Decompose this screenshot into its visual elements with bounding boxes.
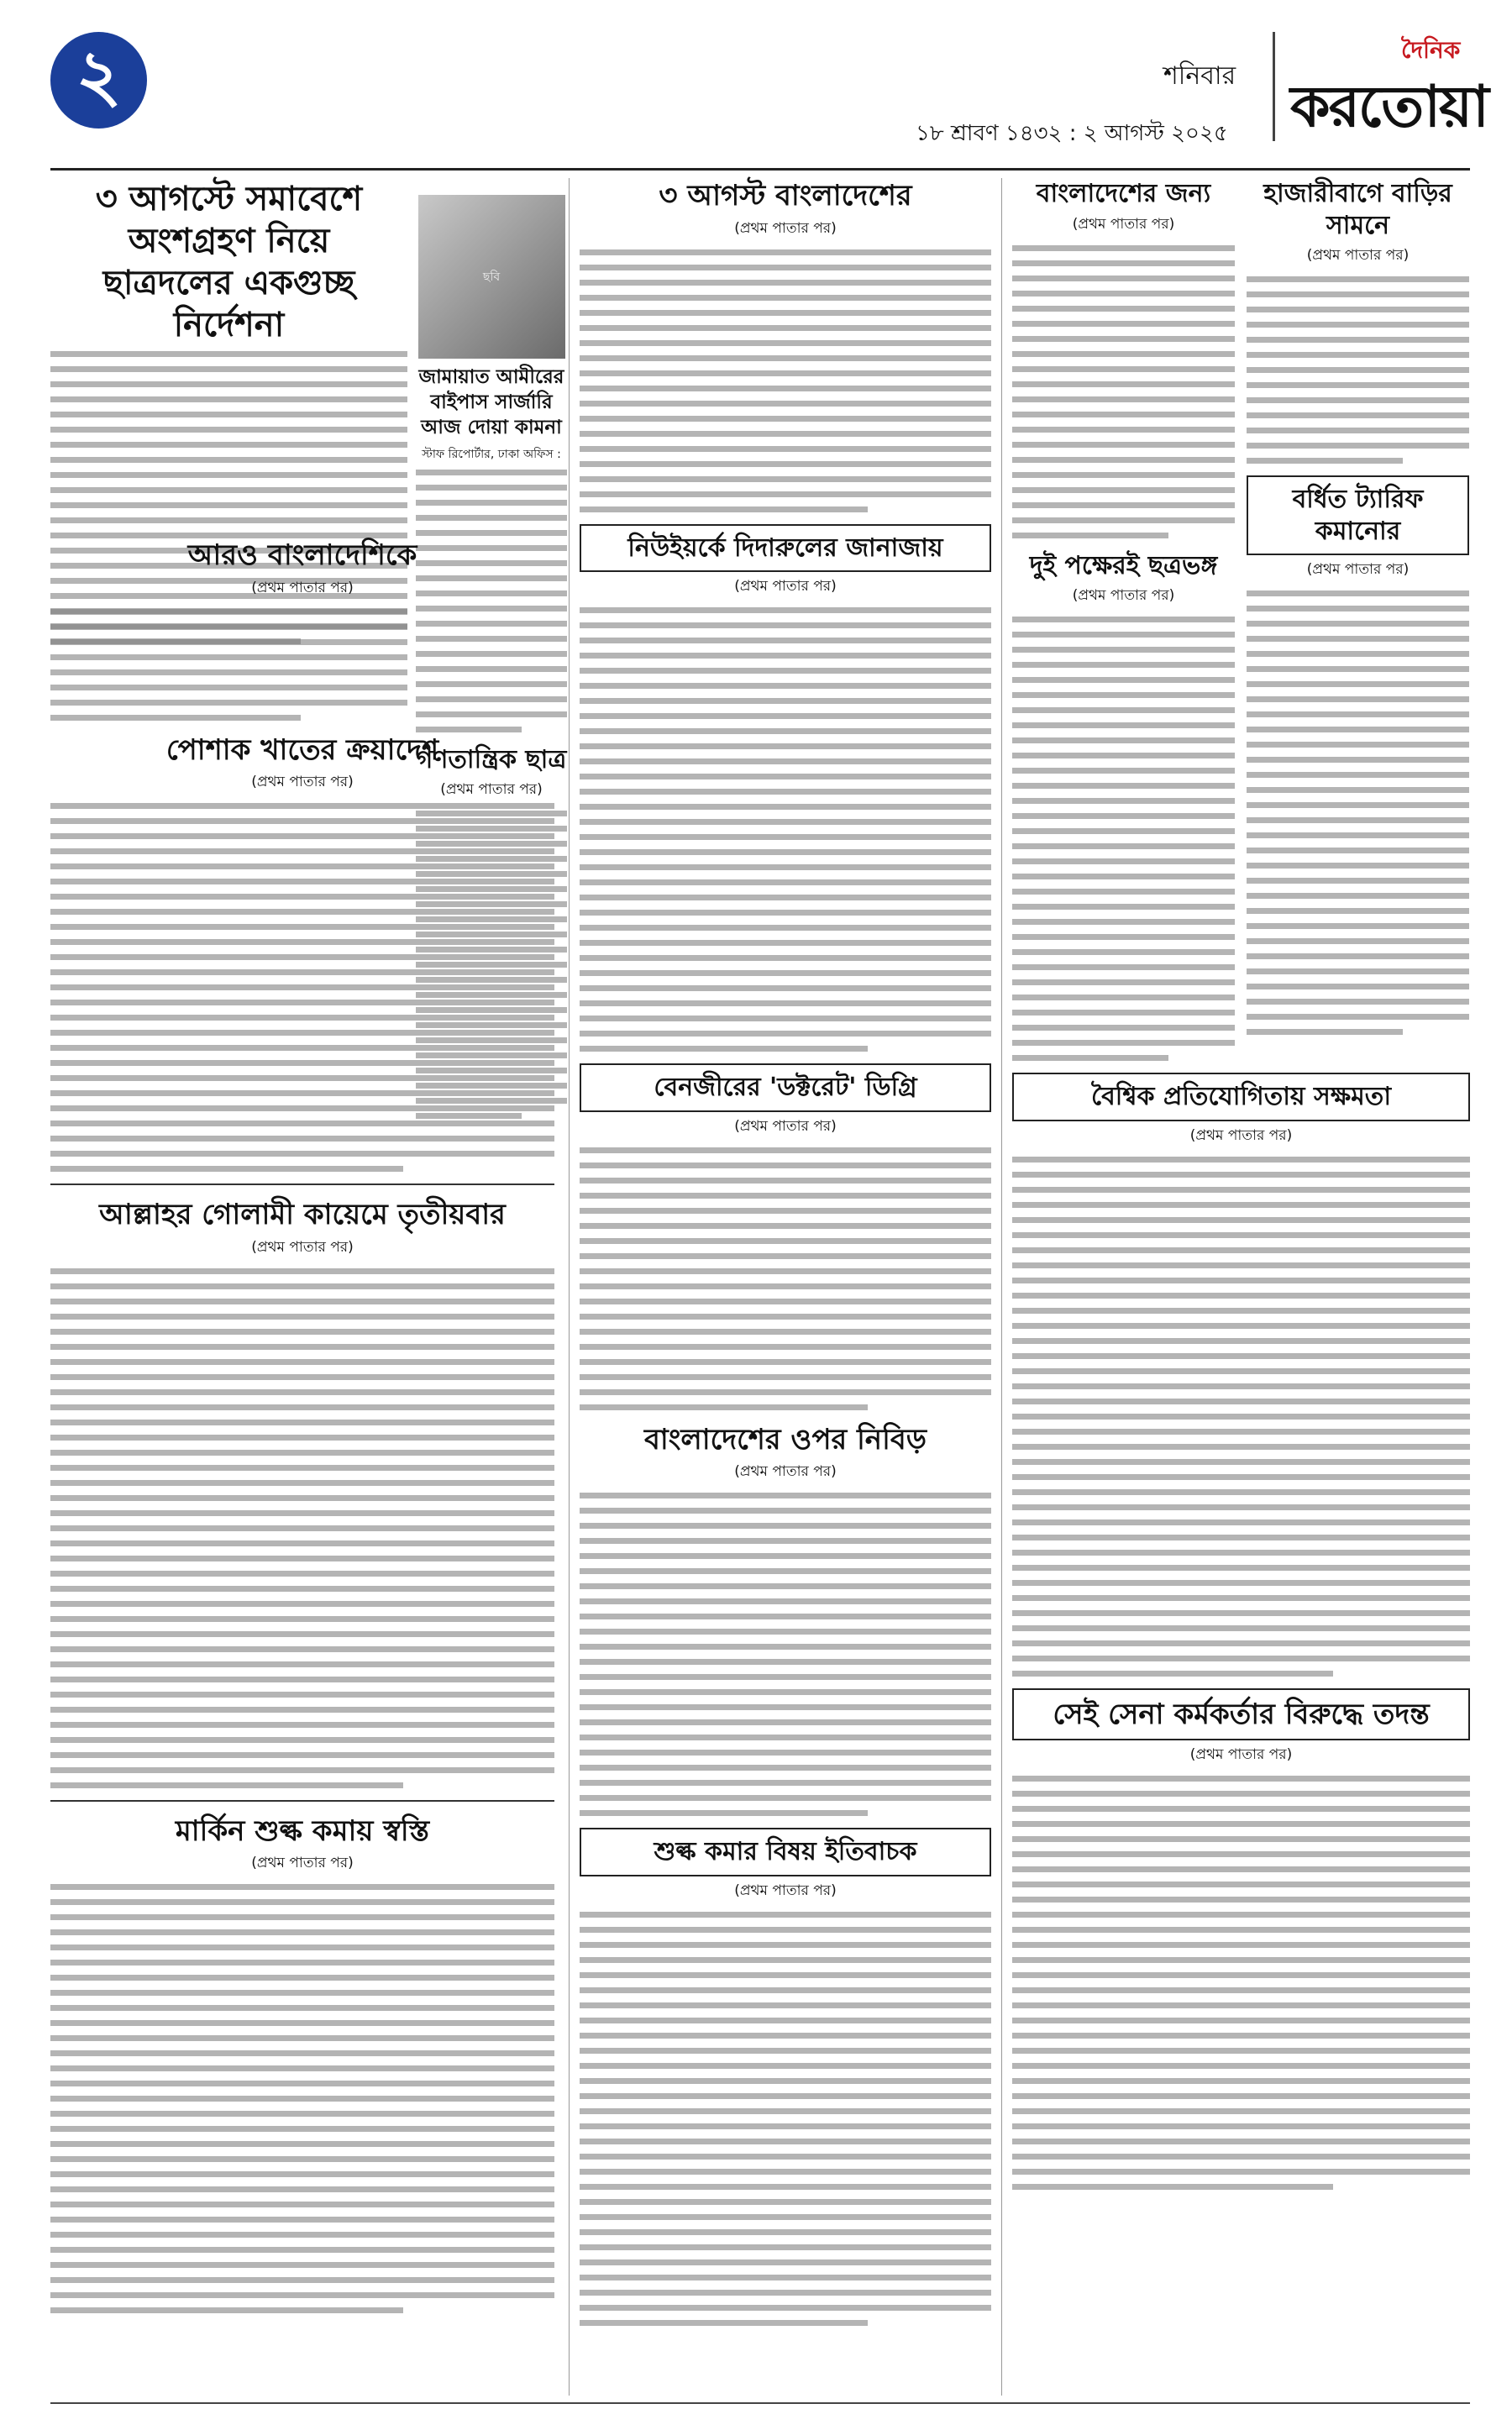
figure-credit: স্টাফ রিপোর্টার, ঢাকা অফিস : <box>422 447 561 461</box>
article-headline: শুল্ক কমার বিষয় ইতিবাচক <box>580 1828 991 1876</box>
continued-label: (প্রথম পাতার পর) <box>1189 1126 1293 1144</box>
continued-label: (প্রথম পাতার পর) <box>1306 561 1410 578</box>
page-header <box>50 32 1488 158</box>
masthead-big: করতোয়া <box>1290 74 1488 140</box>
continued-label: (প্রথম পাতার পর) <box>1072 587 1175 604</box>
article-body <box>1012 617 1235 1061</box>
masthead-logo <box>1273 32 1488 141</box>
article-body <box>580 1493 991 1816</box>
article-headline: হাজারীবাগে বাড়ির সামনে <box>1263 179 1452 240</box>
continued-label: (প্রথম পাতার পর) <box>251 1855 354 1871</box>
day-name: শনিবার <box>1163 61 1236 91</box>
article-body <box>50 609 407 721</box>
continued-label: (প্রথম পাতার পর) <box>734 1882 837 1899</box>
continued-label: (প্রথম পাতার পর) <box>734 578 837 595</box>
issue-date: ১৮ শ্রাবণ ১৪৩২ : ২ আগস্ট ২০২৫ <box>916 121 1228 146</box>
continued-label: (প্রথম পাতার পর) <box>734 1463 837 1480</box>
article-body <box>1012 1776 1470 2190</box>
article-headline: বাংলাদেশের জন্য <box>1036 179 1211 208</box>
section-rule <box>50 1184 554 1185</box>
article-body <box>580 1912 991 2326</box>
article-body <box>1247 590 1469 1035</box>
article-body <box>580 1147 991 1410</box>
article-headline: গণতান্ত্রিক ছাত্র <box>416 744 567 774</box>
continued-label: (প্রথম পাতার পর) <box>734 1117 837 1135</box>
page-number-badge: ২ <box>50 32 147 129</box>
article-headline: পোশাক খাতের ক্রয়াদেশ <box>165 732 439 767</box>
continued-label: (প্রথম পাতার পর) <box>1189 1746 1293 1763</box>
column-1-lower <box>50 538 554 2325</box>
article-body <box>50 803 554 1172</box>
figure-headline: জামায়াত আমীরের বাইপাস সার্জারি আজ দোয়া কামনা <box>418 366 564 438</box>
article-headline: আরও বাংলাদেশিকে <box>187 538 417 572</box>
article-body <box>580 607 991 1052</box>
article-headline: বর্ধিত ট্যারিফ কমানোর <box>1247 475 1469 555</box>
continued-label: (প্রথম পাতার পর) <box>251 774 354 790</box>
article-body <box>1012 1157 1470 1677</box>
article-headline: সেই সেনা কর্মকর্তার বিরুদ্ধে তদন্ত <box>1012 1688 1470 1741</box>
section-rule <box>50 1800 554 1802</box>
article-body <box>1247 276 1469 464</box>
article-body <box>50 1268 554 1788</box>
article-headline: মার্কিন শুল্ক কমায় স্বস্তি <box>175 1813 430 1848</box>
article-headline: বেনজীরের 'ডক্টরেট' ডিগ্রি <box>580 1063 991 1112</box>
column-2 <box>580 178 991 2338</box>
continued-label: (প্রথম পাতার পর) <box>734 219 837 237</box>
article-headline: ৩ আগস্ট বাংলাদেশের <box>659 179 912 213</box>
lead-headline-line2: ছাত্রদলের একগুচ্ছ নির্দেশনা <box>102 264 355 344</box>
article-headline: আল্লাহর গোলামী কায়েমে তৃতীয়বার <box>99 1198 506 1231</box>
article-body <box>580 249 991 512</box>
masthead-small: দৈনিক <box>1401 36 1461 64</box>
portrait-photo: ছবি <box>418 195 565 359</box>
article-body <box>1012 245 1235 538</box>
continued-label: (প্রথম পাতার পর) <box>251 1238 354 1256</box>
footer-rule <box>50 2402 1470 2404</box>
column-rule <box>1001 178 1002 2396</box>
column-rule <box>569 178 570 2396</box>
article-headline: বৈশ্বিক প্রতিযোগিতায় সক্ষমতা <box>1012 1073 1470 1121</box>
lead-headline-line1: ৩ আগস্টে সমাবেশে অংশগ্রহণ নিয়ে <box>95 180 363 260</box>
continued-label: (প্রথম পাতার পর) <box>1306 247 1410 264</box>
column-3 <box>1012 178 1470 2202</box>
article-body <box>50 1884 554 2313</box>
continued-label: (প্রথম পাতার পর) <box>440 781 543 799</box>
continued-label: (প্রথম পাতার পর) <box>1072 215 1175 233</box>
article-headline: দুই পক্ষেরই ছত্রভঙ্গ <box>1029 550 1218 580</box>
header-rule <box>50 168 1470 171</box>
continued-label: (প্রথম পাতার পর) <box>251 579 354 596</box>
article-headline: বাংলাদেশের ওপর নিবিড় <box>643 1422 927 1456</box>
article-headline: নিউইয়র্কে দিদারুলের জানাজায় <box>580 524 991 573</box>
